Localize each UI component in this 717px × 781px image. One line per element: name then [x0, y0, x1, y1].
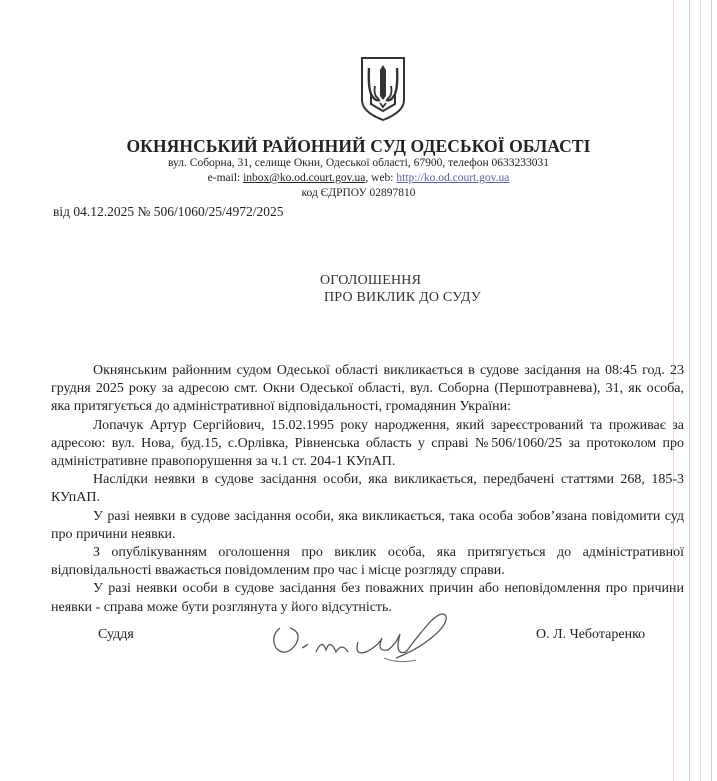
edrpou-code: код ЄДРПОУ 02897810 — [301, 187, 416, 199]
web-prefix: , web: — [365, 172, 397, 184]
notice-body — [51, 362, 684, 617]
body-paragraph: З опублікуванням оголошення про виклик особа, яка притягується до адміністративної відповідальності вважається повідомленим про час і місце розгляду справи. — [51, 545, 684, 579]
notice-title: ОГОЛОШЕННЯ — [320, 273, 422, 288]
email-prefix: e-mail: — [207, 172, 244, 184]
judge-label: Суддя — [98, 627, 134, 642]
body-paragraph: У разі неявки особи в судове засідання без поважних причин або неповідомлення про причини неявки - справа може бути розглянута у його відсутність. — [51, 581, 684, 615]
judge-name: О. Л. Чеботаренко — [536, 627, 646, 642]
court-contacts — [0, 172, 717, 184]
notice-subtitle: ПРО ВИКЛИК ДО СУДУ — [324, 290, 481, 305]
trident-emblem-icon — [359, 56, 407, 122]
page-edge-line — [711, 0, 712, 781]
web-link[interactable]: http://ko.od.court.gov.ua — [396, 172, 510, 184]
page-edge-line — [700, 0, 701, 781]
body-paragraph: Наслідки неявки в судове засідання особи, яка викликається, передбачені статтями 268, 185-3 КУпАП. — [51, 472, 684, 506]
body-paragraph: Лопачук Артур Сергійович, 15.02.1995 року народження, який зареєстрований та проживає за адресою: вул. Нова, буд.15, с.Орлівка, Рівненська область у справі №506/1060/25 за протоколом про адміністративне правопорушення за ч.1 ст. 204-1 КУпАП. — [51, 417, 684, 470]
document-reference: від 04.12.2025 № 506/1060/25/4972/2025 — [53, 204, 284, 219]
body-paragraph: Окнянським районним судом Одеської області викликається в судове засідання на 08:45 год. 23 грудня 2025 року за адресою смт. Окни Одеської області, вул. Соборна (Першотравнева), 31, як особа, яка притягується до адміністративної відповідальності, громадянин України: — [51, 363, 684, 415]
court-name: ОКНЯНСЬКИЙ РАЙОННИЙ СУД ОДЕСЬКОЇ ОБЛАСТІ — [126, 136, 591, 156]
email-link[interactable]: inbox@ko.od.court.gov.ua — [243, 172, 366, 184]
body-paragraph: У разі неявки в судове засідання особи, яка викликається, така особа зобов’язана повідомити суд про причини неявки. — [51, 508, 684, 542]
court-address: вул. Соборна, 31, селище Окни, Одеської області, 67900, телефон 0633233031 — [168, 157, 549, 169]
page-edge-line — [689, 0, 690, 781]
handwritten-signature — [266, 608, 456, 668]
